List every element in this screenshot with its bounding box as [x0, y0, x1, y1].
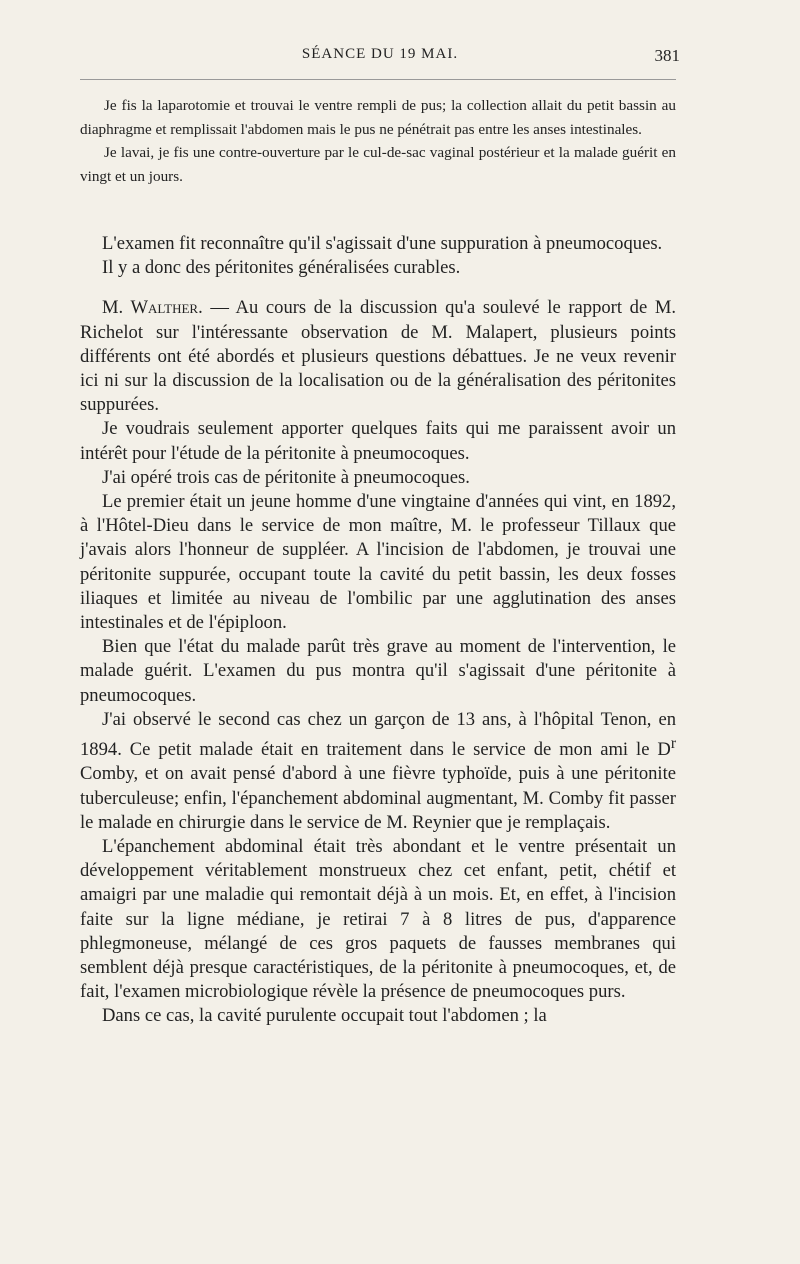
- paragraph: [80, 708, 676, 835]
- paragraph: Je voudrais seulement apporter quelques faits qui me paraissent avoir un intérêt pour l'étude de la péritonite à pneumocoques.: [80, 418, 676, 464]
- quote-paragraph: Je fis la laparotomie et trouvai le ventre rempli de pus; la collection allait du petit bassin au diaphragme et remplissait l'abdomen mais le pus ne pénétrait pas entre les anses intestinales.: [80, 97, 676, 138]
- running-head: SÉANCE DU 19 MAI.: [301, 46, 459, 62]
- paragraph-text: J'ai observé le second cas chez un garçon de 13 ans, à l'hôpital Tenon, en 1894. Ce petit malade était en traitement dans le service de mon ami le D: [80, 708, 676, 761]
- superscript: r: [670, 735, 676, 753]
- paragraph: Dans ce cas, la cavité purulente occupait tout l'abdomen ; la: [102, 1005, 547, 1027]
- paragraph: L'épanchement abdominal était très abondant et le ventre présentait un développement véritablement monstrueux chez cet enfant, petit, chétif et amaigri par une maladie qui remontait déjà à un mois. Et, en effet, à l'incision faite sur la ligne médiane, je retirai 7 à 8 litres de pus, d'apparence phlegmoneuse, mélangé de ces gros paquets de fausses membranes qui semblent déjà presque caractéristiques, de la péritonite à pneumocoques, et, de fait, l'examen microbiologique révèle la présence de pneumocoques purs.: [80, 836, 676, 1003]
- paragraph-text: Comby, et on avait pensé d'abord à une fièvre typhoïde, puis à une péritonite tuberculeuse; enfin, l'épanchement abdominal augmentant, M. Comby fit passer le malade en chirurgie dans le service de M. Reynier que je remplaçais.: [80, 763, 676, 833]
- paragraph: [80, 296, 676, 417]
- paragraph: Il y a donc des péritonites généralisées curables.: [102, 257, 461, 279]
- header-rule: [80, 79, 676, 80]
- quote-paragraph: Je lavai, je fis une contre-ouverture par le cul-de-sac vaginal postérieur et la malade guérit en vingt et un jours.: [80, 144, 676, 185]
- page-header: [80, 46, 680, 76]
- quoted-passage: [80, 94, 676, 188]
- page-number: 381: [654, 46, 680, 65]
- paragraph: J'ai opéré trois cas de péritonite à pneumocoques.: [102, 466, 470, 488]
- paragraph: L'examen fit reconnaître qu'il s'agissait d'une suppuration à pneumocoques.: [102, 233, 663, 254]
- body-text: [80, 232, 676, 1029]
- paragraph: Bien que l'état du malade parût très grave au moment de l'intervention, le malade guérit. L'examen du pus montra qu'il s'agissait d'une péritonite à pneumocoques.: [80, 636, 676, 706]
- speaker-name: M. Walther.: [102, 297, 203, 319]
- paragraph: Le premier était un jeune homme d'une vingtaine d'années qui vint, en 1892, à l'Hôtel-Dieu dans le service de mon maître, M. le professeur Tillaux que j'avais alors l'honneur de suppléer. A l'incision de l'abdomen, je trouvai une péritonite suppurée, occupant toute la cavité du petit bassin, les deux fosses iliaques et limitée au niveau de l'ombilic par une agglutination des anses intestinales et de l'épiploon.: [80, 491, 676, 634]
- paragraph-text: — Au cours de la discussion qu'a soulevé le rapport de M. Richelot sur l'intéressante observation de M. Malapert, plusieurs points différents ont été abordés et plusieurs questions débattues. Je ne veux revenir ici ni sur la discussion de la localisation ou de la généralisation des péritonites suppurées.: [80, 297, 676, 416]
